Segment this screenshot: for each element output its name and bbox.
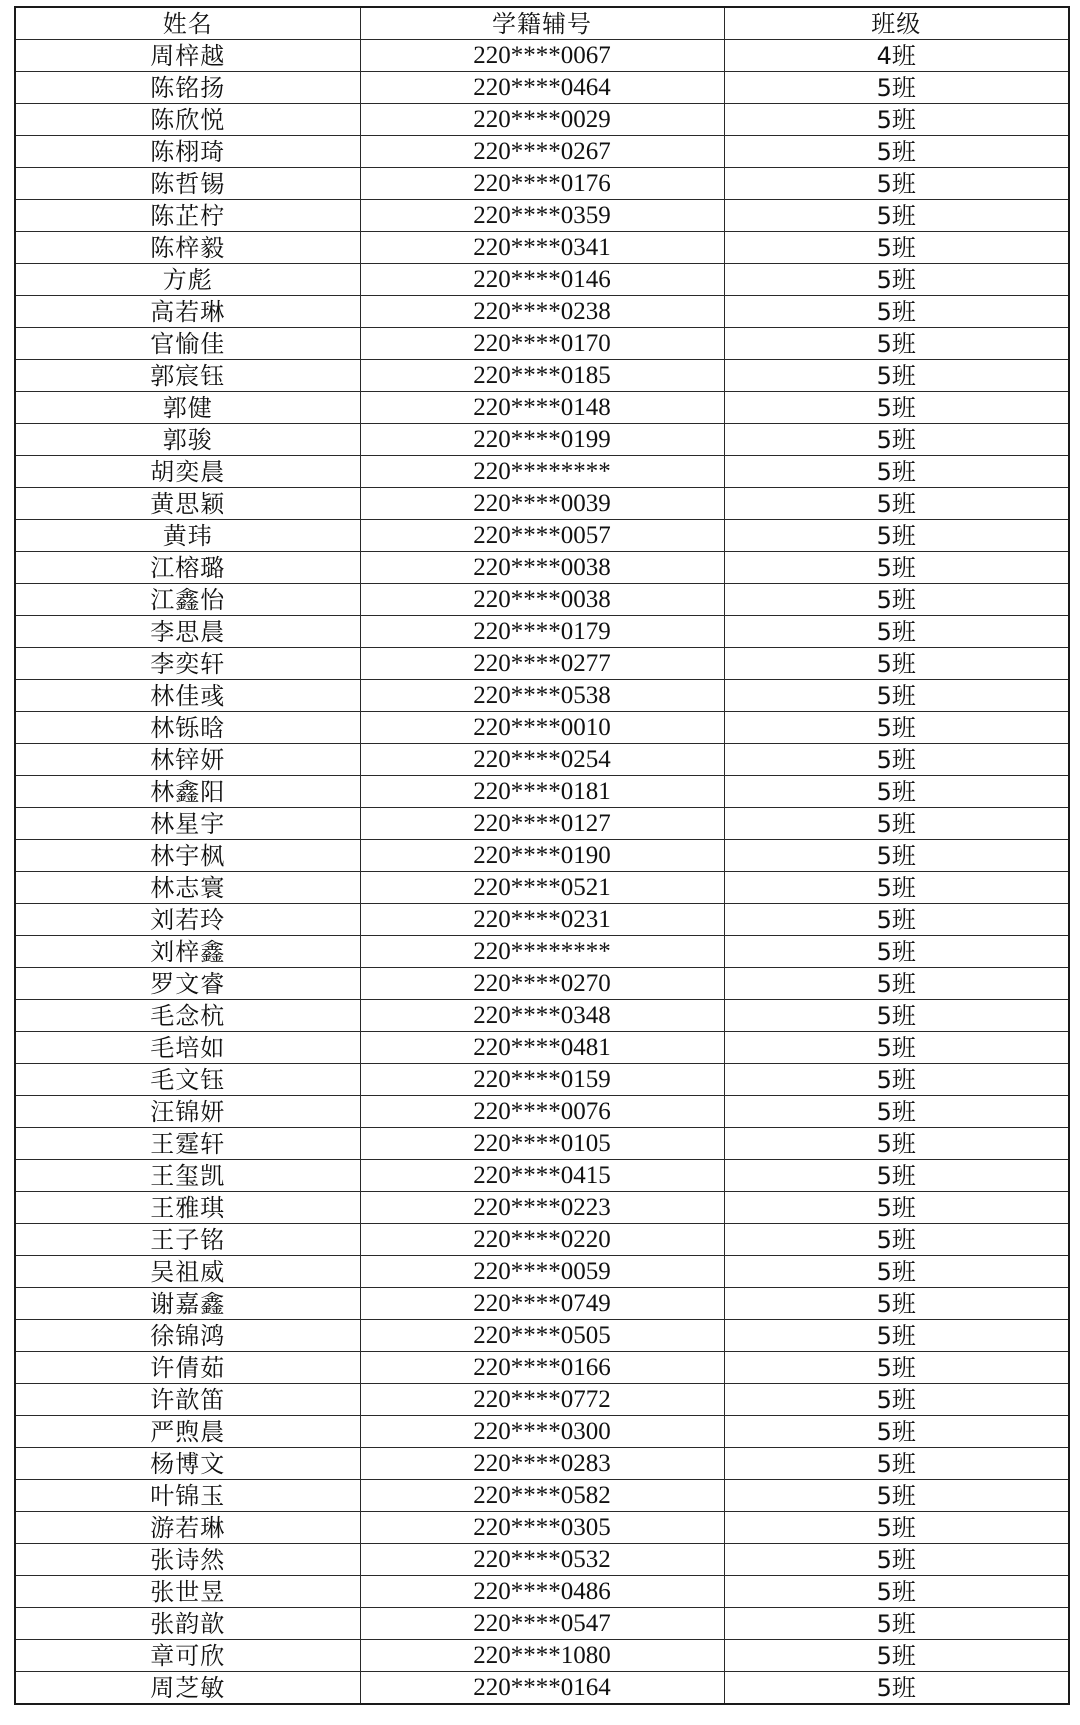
class-cell: 5班 bbox=[724, 1576, 1069, 1608]
class-cell: 5班 bbox=[724, 1480, 1069, 1512]
class-cell: 5班 bbox=[724, 776, 1069, 808]
student-id-cell: 220******** bbox=[360, 936, 724, 968]
student-name-cell: 王玺凯 bbox=[15, 1160, 360, 1192]
table-row bbox=[15, 488, 1069, 520]
student-id-cell: 220****0159 bbox=[360, 1064, 724, 1096]
student-id-cell: 220****0190 bbox=[360, 840, 724, 872]
student-name-cell: 杨博文 bbox=[15, 1448, 360, 1480]
table-row bbox=[15, 936, 1069, 968]
student-name-cell: 游若琳 bbox=[15, 1512, 360, 1544]
student-id-cell: 220****0057 bbox=[360, 520, 724, 552]
student-name-cell: 王霆轩 bbox=[15, 1128, 360, 1160]
student-name-cell: 林宇枫 bbox=[15, 840, 360, 872]
student-name-cell: 李奕轩 bbox=[15, 648, 360, 680]
class-cell: 5班 bbox=[724, 1064, 1069, 1096]
student-name-cell: 吴祖威 bbox=[15, 1256, 360, 1288]
student-id-cell: 220****0105 bbox=[360, 1128, 724, 1160]
table-row bbox=[15, 1192, 1069, 1224]
student-id-cell: 220****0059 bbox=[360, 1256, 724, 1288]
student-id-cell: 220****0532 bbox=[360, 1544, 724, 1576]
student-name-cell: 毛念杭 bbox=[15, 1000, 360, 1032]
table-row bbox=[15, 1544, 1069, 1576]
student-id-cell: 220****0464 bbox=[360, 72, 724, 104]
table-row bbox=[15, 552, 1069, 584]
table-row bbox=[15, 360, 1069, 392]
class-cell: 5班 bbox=[724, 488, 1069, 520]
student-name-cell: 严煦晨 bbox=[15, 1416, 360, 1448]
student-name-cell: 陈欣悦 bbox=[15, 104, 360, 136]
class-cell: 5班 bbox=[724, 200, 1069, 232]
table-row bbox=[15, 328, 1069, 360]
student-name-cell: 王子铭 bbox=[15, 1224, 360, 1256]
table-row bbox=[15, 616, 1069, 648]
student-id-cell: 220****0749 bbox=[360, 1288, 724, 1320]
class-cell: 5班 bbox=[724, 1000, 1069, 1032]
table-row bbox=[15, 680, 1069, 712]
student-name-cell: 江鑫怡 bbox=[15, 584, 360, 616]
table-row bbox=[15, 1320, 1069, 1352]
table-row bbox=[15, 712, 1069, 744]
student-id-cell: 220****0067 bbox=[360, 40, 724, 72]
class-cell: 5班 bbox=[724, 328, 1069, 360]
student-id-cell: 220****0277 bbox=[360, 648, 724, 680]
table-row bbox=[15, 1416, 1069, 1448]
class-cell: 5班 bbox=[724, 1288, 1069, 1320]
class-cell: 5班 bbox=[724, 552, 1069, 584]
student-id-cell: 220****0270 bbox=[360, 968, 724, 1000]
table-row bbox=[15, 1608, 1069, 1640]
table-row bbox=[15, 1256, 1069, 1288]
table-row bbox=[15, 40, 1069, 72]
table-row bbox=[15, 72, 1069, 104]
student-name-cell: 徐锦鸿 bbox=[15, 1320, 360, 1352]
student-name-cell: 许倩茹 bbox=[15, 1352, 360, 1384]
class-cell: 5班 bbox=[724, 680, 1069, 712]
student-id-cell: 220****0029 bbox=[360, 104, 724, 136]
table-row bbox=[15, 520, 1069, 552]
student-name-cell: 郭骏 bbox=[15, 424, 360, 456]
class-cell: 5班 bbox=[724, 1192, 1069, 1224]
student-id-cell: 220****0415 bbox=[360, 1160, 724, 1192]
class-cell: 5班 bbox=[724, 840, 1069, 872]
student-id-cell: 220****0341 bbox=[360, 232, 724, 264]
class-cell: 5班 bbox=[724, 1256, 1069, 1288]
class-cell: 5班 bbox=[724, 296, 1069, 328]
student-name-cell: 张韵歆 bbox=[15, 1608, 360, 1640]
student-id-cell: 220****0038 bbox=[360, 584, 724, 616]
table-row bbox=[15, 1000, 1069, 1032]
class-cell: 5班 bbox=[724, 1128, 1069, 1160]
table-row bbox=[15, 264, 1069, 296]
student-name-cell: 陈梓毅 bbox=[15, 232, 360, 264]
student-name-cell: 毛培如 bbox=[15, 1032, 360, 1064]
class-cell: 5班 bbox=[724, 1320, 1069, 1352]
class-cell: 5班 bbox=[724, 1640, 1069, 1672]
student-id-cell: 220****0238 bbox=[360, 296, 724, 328]
student-name-cell: 方彪 bbox=[15, 264, 360, 296]
student-id-cell: 220****0220 bbox=[360, 1224, 724, 1256]
class-cell: 5班 bbox=[724, 744, 1069, 776]
class-cell: 5班 bbox=[724, 616, 1069, 648]
table-row bbox=[15, 1480, 1069, 1512]
table-row bbox=[15, 1672, 1069, 1705]
student-name-cell: 许歆笛 bbox=[15, 1384, 360, 1416]
table-row bbox=[15, 968, 1069, 1000]
table-row bbox=[15, 776, 1069, 808]
class-cell: 5班 bbox=[724, 72, 1069, 104]
student-name-cell: 林鑫阳 bbox=[15, 776, 360, 808]
student-name-cell: 郭宸钰 bbox=[15, 360, 360, 392]
class-cell: 5班 bbox=[724, 424, 1069, 456]
class-cell: 5班 bbox=[724, 1672, 1069, 1705]
student-id-cell: 220****0039 bbox=[360, 488, 724, 520]
class-cell: 5班 bbox=[724, 648, 1069, 680]
column-header-name: 姓名 bbox=[15, 7, 360, 40]
student-id-cell: 220****0146 bbox=[360, 264, 724, 296]
class-cell: 5班 bbox=[724, 264, 1069, 296]
column-header-class: 班级 bbox=[724, 7, 1069, 40]
student-id-cell: 220****0481 bbox=[360, 1032, 724, 1064]
class-cell: 5班 bbox=[724, 1160, 1069, 1192]
student-id-cell: 220****0148 bbox=[360, 392, 724, 424]
student-name-cell: 毛文钰 bbox=[15, 1064, 360, 1096]
table-row bbox=[15, 456, 1069, 488]
table-row bbox=[15, 904, 1069, 936]
class-cell: 5班 bbox=[724, 168, 1069, 200]
table-row bbox=[15, 808, 1069, 840]
student-name-cell: 江榕璐 bbox=[15, 552, 360, 584]
student-id-cell: 220****0170 bbox=[360, 328, 724, 360]
student-name-cell: 陈铭扬 bbox=[15, 72, 360, 104]
class-cell: 5班 bbox=[724, 1352, 1069, 1384]
class-cell: 5班 bbox=[724, 136, 1069, 168]
table-header bbox=[15, 7, 1069, 40]
student-id-cell: 220****0283 bbox=[360, 1448, 724, 1480]
table-row bbox=[15, 1224, 1069, 1256]
student-name-cell: 周芝敏 bbox=[15, 1672, 360, 1705]
class-cell: 5班 bbox=[724, 712, 1069, 744]
table-row bbox=[15, 1384, 1069, 1416]
student-name-cell: 官愉佳 bbox=[15, 328, 360, 360]
class-cell: 5班 bbox=[724, 456, 1069, 488]
student-name-cell: 陈哲锡 bbox=[15, 168, 360, 200]
class-cell: 5班 bbox=[724, 520, 1069, 552]
class-cell: 5班 bbox=[724, 1096, 1069, 1128]
table-row bbox=[15, 840, 1069, 872]
class-cell: 5班 bbox=[724, 968, 1069, 1000]
student-name-cell: 叶锦玉 bbox=[15, 1480, 360, 1512]
table-row bbox=[15, 744, 1069, 776]
student-id-cell: 220****0348 bbox=[360, 1000, 724, 1032]
table-row bbox=[15, 168, 1069, 200]
student-name-cell: 高若琳 bbox=[15, 296, 360, 328]
student-name-cell: 章可欣 bbox=[15, 1640, 360, 1672]
table-row bbox=[15, 200, 1069, 232]
student-id-cell: 220****0772 bbox=[360, 1384, 724, 1416]
class-cell: 4班 bbox=[724, 40, 1069, 72]
class-cell: 5班 bbox=[724, 392, 1069, 424]
student-id-cell: 220****0267 bbox=[360, 136, 724, 168]
student-id-cell: 220****0300 bbox=[360, 1416, 724, 1448]
student-id-cell: 220****0176 bbox=[360, 168, 724, 200]
student-name-cell: 刘梓鑫 bbox=[15, 936, 360, 968]
table-row bbox=[15, 424, 1069, 456]
student-id-cell: 220****0521 bbox=[360, 872, 724, 904]
table-row bbox=[15, 392, 1069, 424]
class-cell: 5班 bbox=[724, 808, 1069, 840]
table-row bbox=[15, 584, 1069, 616]
class-cell: 5班 bbox=[724, 360, 1069, 392]
student-name-cell: 张世昱 bbox=[15, 1576, 360, 1608]
student-id-cell: 220****0582 bbox=[360, 1480, 724, 1512]
class-cell: 5班 bbox=[724, 1448, 1069, 1480]
student-name-cell: 李思晨 bbox=[15, 616, 360, 648]
class-cell: 5班 bbox=[724, 872, 1069, 904]
table-row bbox=[15, 1064, 1069, 1096]
student-id-cell: 220****0486 bbox=[360, 1576, 724, 1608]
student-name-cell: 刘若玲 bbox=[15, 904, 360, 936]
class-cell: 5班 bbox=[724, 1384, 1069, 1416]
table-row bbox=[15, 1448, 1069, 1480]
student-id-cell: 220****0254 bbox=[360, 744, 724, 776]
student-name-cell: 林佳彧 bbox=[15, 680, 360, 712]
student-name-cell: 林锌妍 bbox=[15, 744, 360, 776]
student-name-cell: 陈芷柠 bbox=[15, 200, 360, 232]
student-id-cell: 220****0179 bbox=[360, 616, 724, 648]
student-name-cell: 罗文睿 bbox=[15, 968, 360, 1000]
class-cell: 5班 bbox=[724, 104, 1069, 136]
student-id-cell: 220******** bbox=[360, 456, 724, 488]
student-name-cell: 汪锦妍 bbox=[15, 1096, 360, 1128]
student-name-cell: 黄思颖 bbox=[15, 488, 360, 520]
student-id-cell: 220****0127 bbox=[360, 808, 724, 840]
table-row bbox=[15, 872, 1069, 904]
table-row bbox=[15, 1160, 1069, 1192]
student-id-cell: 220****0076 bbox=[360, 1096, 724, 1128]
column-header-student-id: 学籍辅号 bbox=[360, 7, 724, 40]
student-id-cell: 220****0185 bbox=[360, 360, 724, 392]
table-row bbox=[15, 1576, 1069, 1608]
header-row bbox=[15, 7, 1069, 40]
table-row bbox=[15, 104, 1069, 136]
class-cell: 5班 bbox=[724, 1512, 1069, 1544]
student-id-cell: 220****0505 bbox=[360, 1320, 724, 1352]
table-row bbox=[15, 1352, 1069, 1384]
student-name-cell: 张诗然 bbox=[15, 1544, 360, 1576]
student-id-cell: 220****0164 bbox=[360, 1672, 724, 1705]
class-cell: 5班 bbox=[724, 1608, 1069, 1640]
student-name-cell: 林志寰 bbox=[15, 872, 360, 904]
student-id-cell: 220****0010 bbox=[360, 712, 724, 744]
student-roster-table bbox=[14, 6, 1070, 1705]
student-id-cell: 220****0166 bbox=[360, 1352, 724, 1384]
student-id-cell: 220****0223 bbox=[360, 1192, 724, 1224]
table-row bbox=[15, 1128, 1069, 1160]
class-cell: 5班 bbox=[724, 232, 1069, 264]
student-id-cell: 220****0231 bbox=[360, 904, 724, 936]
student-id-cell: 220****0038 bbox=[360, 552, 724, 584]
table-row bbox=[15, 136, 1069, 168]
table-row bbox=[15, 296, 1069, 328]
student-id-cell: 220****0359 bbox=[360, 200, 724, 232]
student-name-cell: 林铄晗 bbox=[15, 712, 360, 744]
student-id-cell: 220****0547 bbox=[360, 1608, 724, 1640]
table-row bbox=[15, 1640, 1069, 1672]
table-row bbox=[15, 1032, 1069, 1064]
student-id-cell: 220****0199 bbox=[360, 424, 724, 456]
student-name-cell: 黄玮 bbox=[15, 520, 360, 552]
table-row bbox=[15, 232, 1069, 264]
table-row bbox=[15, 1512, 1069, 1544]
student-id-cell: 220****0305 bbox=[360, 1512, 724, 1544]
class-cell: 5班 bbox=[724, 936, 1069, 968]
class-cell: 5班 bbox=[724, 584, 1069, 616]
student-name-cell: 王雅琪 bbox=[15, 1192, 360, 1224]
class-cell: 5班 bbox=[724, 1416, 1069, 1448]
table-row bbox=[15, 648, 1069, 680]
class-cell: 5班 bbox=[724, 1544, 1069, 1576]
table-body bbox=[15, 40, 1069, 1705]
student-id-cell: 220****0538 bbox=[360, 680, 724, 712]
class-cell: 5班 bbox=[724, 1224, 1069, 1256]
student-name-cell: 陈栩琦 bbox=[15, 136, 360, 168]
table-row bbox=[15, 1288, 1069, 1320]
student-name-cell: 谢嘉鑫 bbox=[15, 1288, 360, 1320]
class-cell: 5班 bbox=[724, 904, 1069, 936]
student-name-cell: 郭健 bbox=[15, 392, 360, 424]
student-id-cell: 220****0181 bbox=[360, 776, 724, 808]
student-name-cell: 周梓越 bbox=[15, 40, 360, 72]
class-cell: 5班 bbox=[724, 1032, 1069, 1064]
student-id-cell: 220****1080 bbox=[360, 1640, 724, 1672]
table-row bbox=[15, 1096, 1069, 1128]
student-name-cell: 林星宇 bbox=[15, 808, 360, 840]
student-name-cell: 胡奕晨 bbox=[15, 456, 360, 488]
